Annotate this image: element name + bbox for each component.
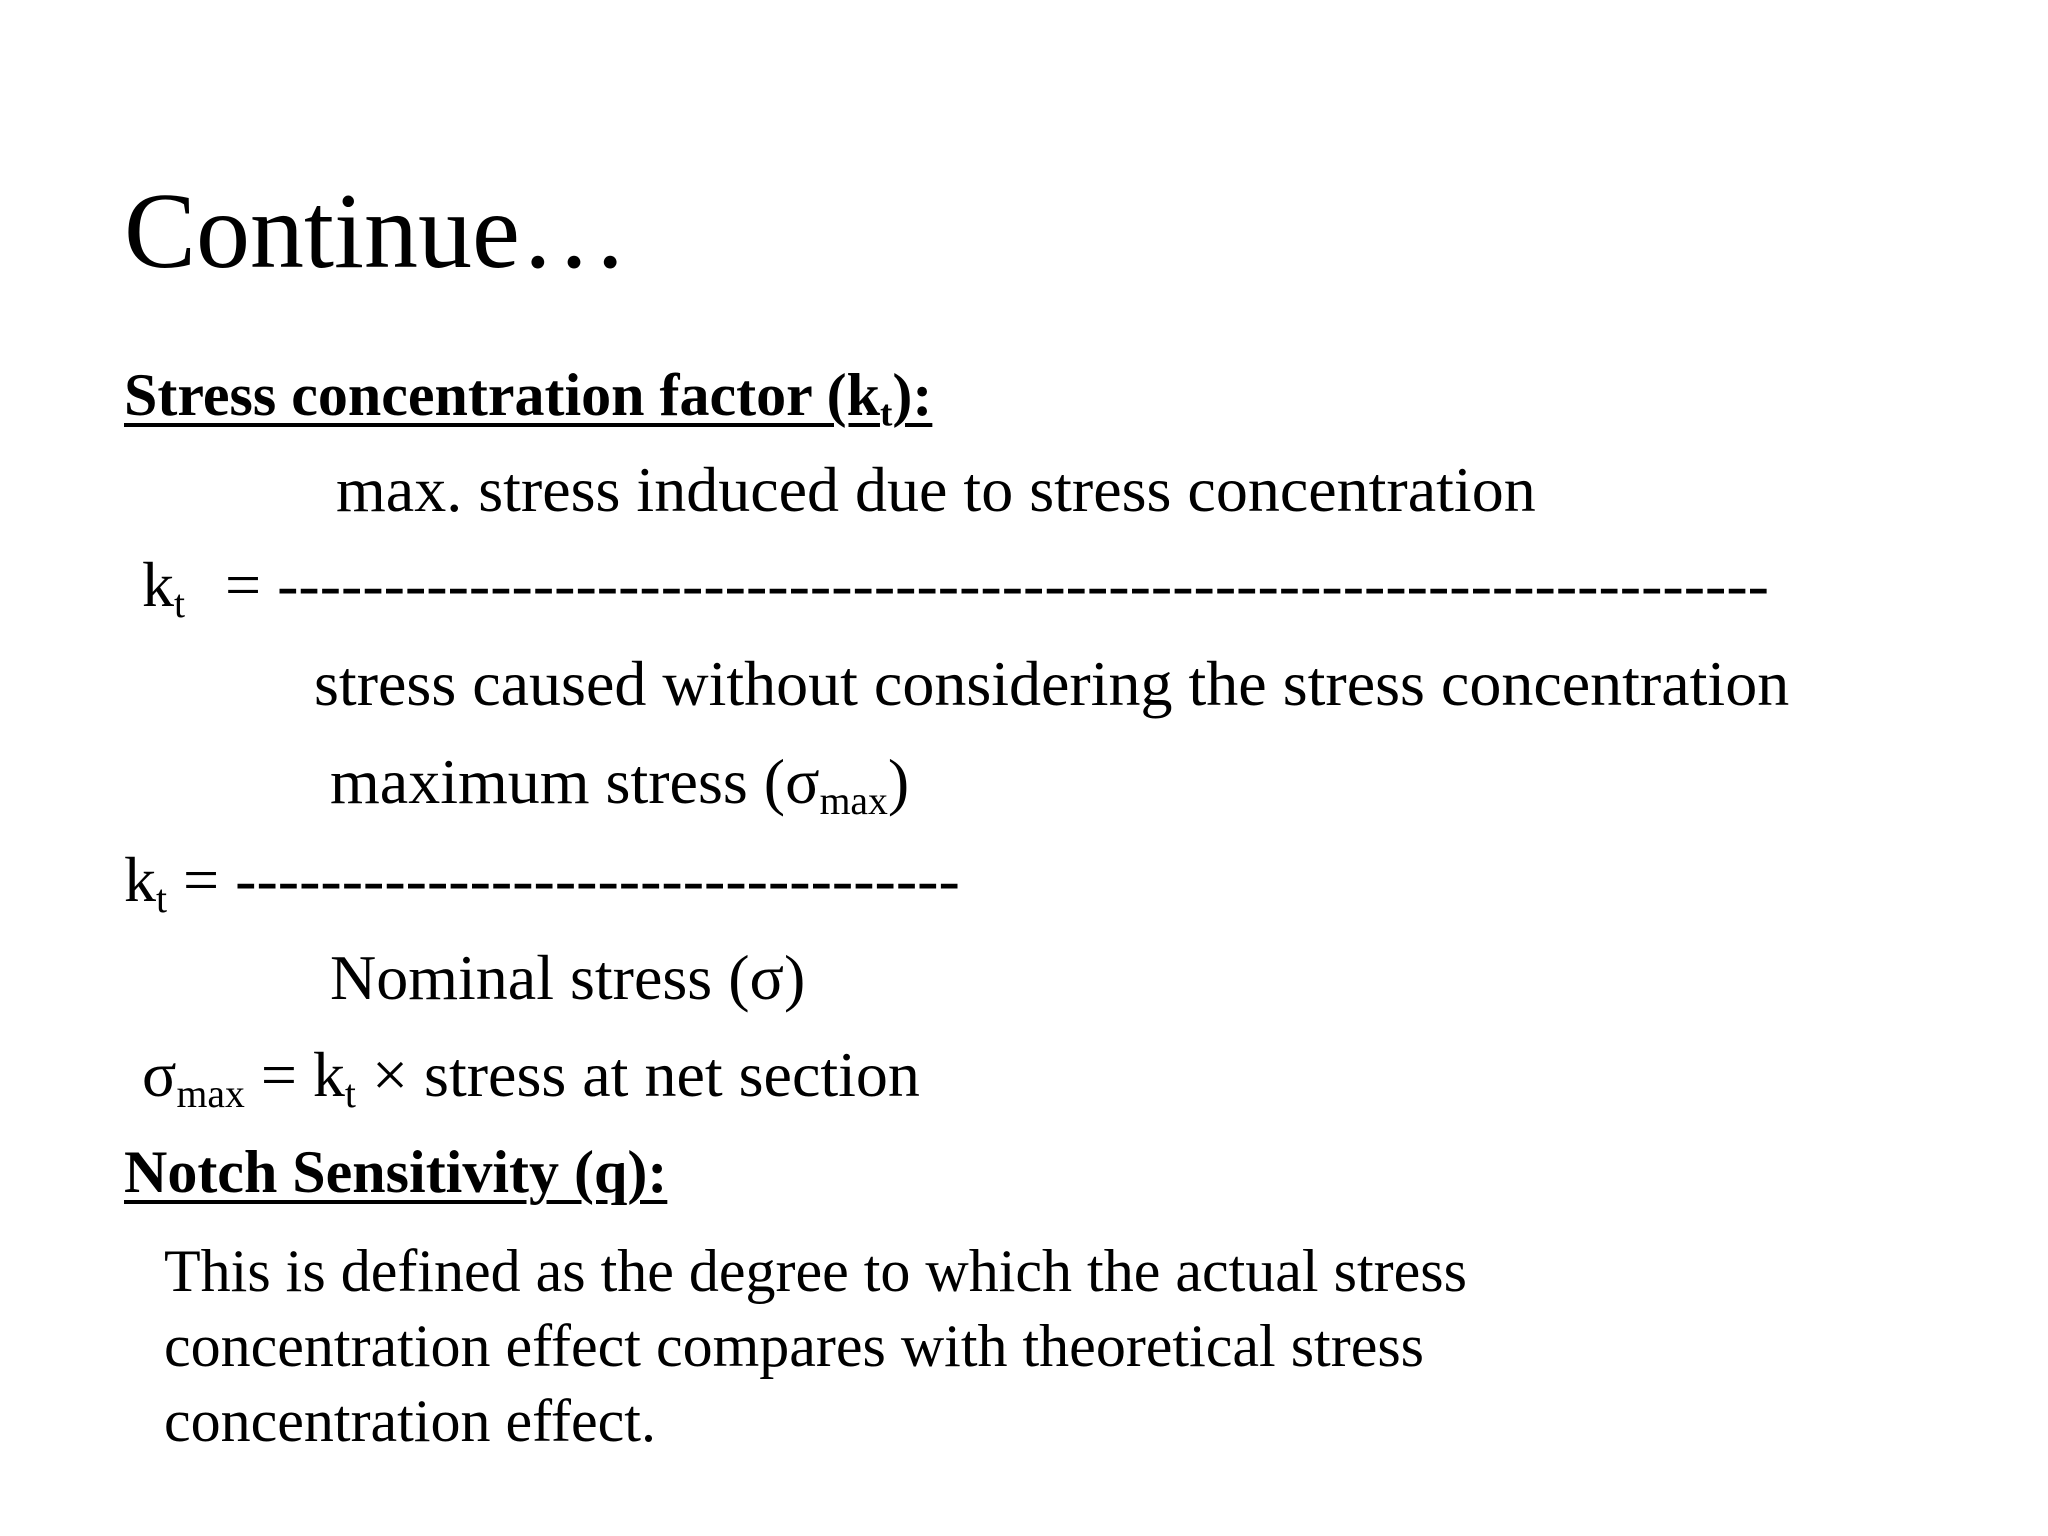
eq2-fraction-bar: = ---------------------------------- (167, 844, 960, 915)
eq3-k-subscript: t (344, 1072, 356, 1117)
eq2-numerator (330, 746, 910, 824)
eq3-sigma-subscript: max (176, 1072, 245, 1117)
eq2-numerator-close: ) (887, 746, 910, 817)
slide-title: Continue… (124, 172, 628, 291)
eq1-numerator: max. stress induced due to stress concentration (336, 454, 1536, 525)
eq2-numerator-subscript: max (819, 779, 888, 824)
eq2-lhs (124, 844, 960, 922)
eq2-numerator-text: maximum stress (σ (330, 746, 820, 817)
heading-text: Stress concentration factor (k (124, 362, 880, 428)
eq1-fraction-bar: = ---------------------------------------------------------------------- (225, 549, 1769, 620)
heading-subscript: t (879, 393, 893, 435)
notch-sensitivity-heading: Notch Sensitivity (q): (124, 1139, 668, 1205)
eq3-rest: × stress at net section (355, 1039, 920, 1110)
eq2-lhs-symbol: k (124, 844, 156, 915)
notch-sensitivity-definition: This is defined as the degree to which the actual stress concentration effect compares with theoretical stress concentration effect. (164, 1238, 1467, 1454)
eq1-lhs-symbol: k (142, 549, 174, 620)
eq1-lhs (142, 549, 186, 627)
heading-suffix: ): (892, 362, 933, 428)
eq1-denominator: stress caused without considering the stress concentration (314, 648, 1790, 719)
eq2-lhs-subscript: t (156, 877, 168, 922)
eq3-sigma-symbol: σ (142, 1039, 177, 1110)
eq3-max-stress-formula (142, 1039, 920, 1117)
stress-concentration-heading (124, 362, 933, 435)
eq1-lhs-subscript: t (174, 582, 186, 627)
eq3-equals-k: = k (244, 1039, 345, 1110)
eq2-denominator: Nominal stress (σ) (330, 942, 806, 1013)
